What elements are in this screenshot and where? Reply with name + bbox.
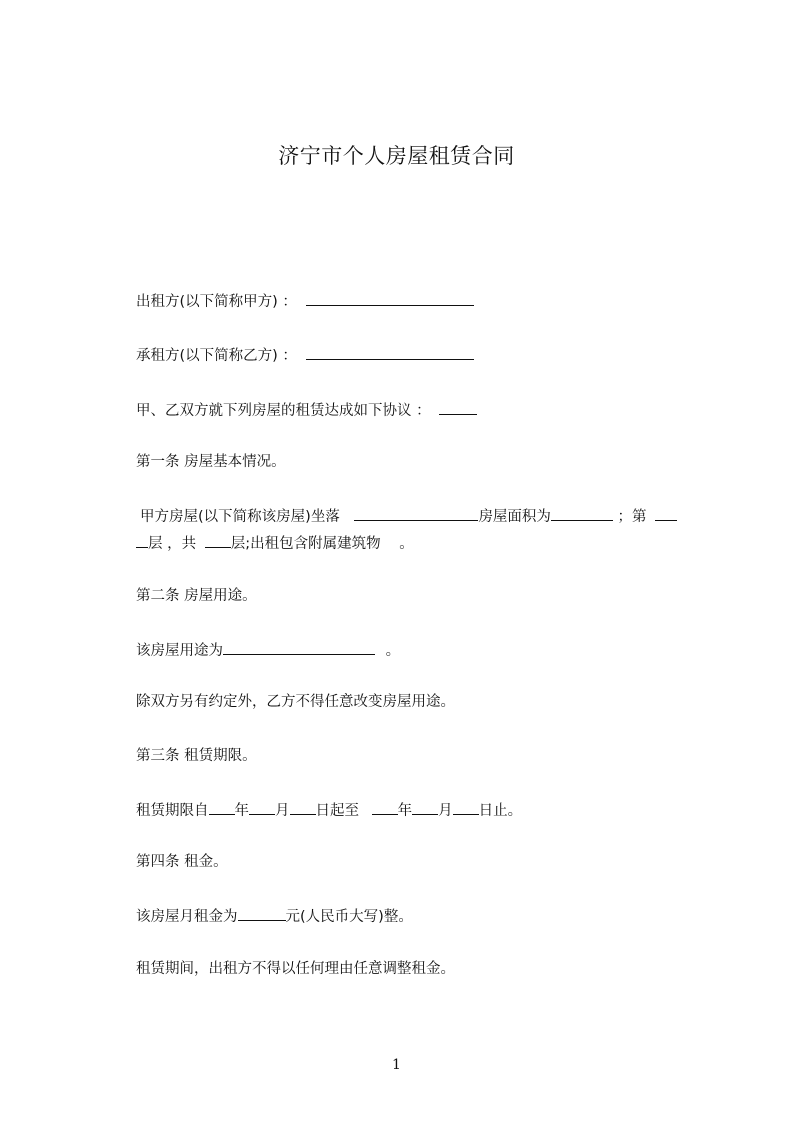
month-label-1: 月	[275, 803, 290, 819]
article-3-term-line	[136, 798, 522, 822]
art1-location-label: 甲方房屋(以下简称该房屋)坐落	[140, 509, 340, 525]
lessee-line	[136, 343, 474, 367]
year-label-2: 年	[397, 803, 413, 819]
total-floors-blank[interactable]	[205, 531, 231, 548]
art1-floor-label: ；第	[617, 509, 647, 525]
term-to-label: 日起至	[315, 803, 359, 819]
article-3-heading: 第三条 租赁期限。	[136, 748, 257, 764]
floor-blank-b[interactable]	[136, 531, 148, 548]
page-number: 1	[392, 1057, 401, 1073]
lessor-label: 出租方(以下简称甲方) ：	[136, 294, 297, 310]
start-month-blank[interactable]	[249, 798, 275, 815]
art1-annex-label: 层;出租包含附属建筑物	[230, 536, 381, 552]
month-label-2: 月	[438, 803, 453, 819]
end-day-blank[interactable]	[453, 798, 479, 815]
use-end: 。	[385, 643, 401, 659]
article-2-heading: 第二条 房屋用途。	[136, 588, 257, 604]
article-2-note: 除双方另有约定外，乙方不得任意改变房屋用途。	[136, 694, 455, 710]
rent-unit-label: 元(人民币大写)整。	[285, 909, 413, 925]
start-year-blank[interactable]	[209, 798, 235, 815]
art1-end: 。	[399, 536, 414, 552]
art1-area-label: 房屋面积为	[478, 509, 551, 525]
article-4-note: 租赁期间，出租方不得以任何理由任意调整租金。	[136, 961, 455, 977]
end-year-blank[interactable]	[372, 798, 398, 815]
article-4-rent-line	[136, 904, 413, 928]
article-1-body-line-2	[136, 531, 414, 555]
article-4-heading: 第四条 租金。	[136, 854, 228, 870]
location-blank[interactable]	[354, 504, 478, 521]
article-1-body-line-1	[140, 504, 677, 528]
start-day-blank[interactable]	[290, 798, 316, 815]
end-month-blank[interactable]	[412, 798, 438, 815]
lessee-blank[interactable]	[306, 343, 474, 360]
term-end-label: 日止。	[478, 803, 523, 819]
rent-label: 该房屋月租金为	[136, 909, 238, 925]
use-blank[interactable]	[223, 638, 375, 655]
agreement-line	[136, 398, 477, 422]
year-label-1: 年	[234, 803, 249, 819]
use-label: 该房屋用途为	[136, 643, 223, 659]
lessee-label: 承租方(以下简称乙方) ：	[136, 348, 297, 364]
area-blank[interactable]	[551, 504, 613, 521]
floor-blank-a[interactable]	[655, 504, 677, 521]
rent-blank[interactable]	[238, 904, 286, 921]
lessor-blank[interactable]	[306, 289, 474, 306]
agreement-text: 甲、乙双方就下列房屋的租赁达成如下协议 ：	[136, 403, 431, 419]
article-2-use-line	[136, 638, 400, 662]
agreement-blank[interactable]	[439, 398, 477, 415]
term-start-label: 租赁期限自	[136, 803, 209, 819]
art1-total-label: 层 ，共	[148, 536, 197, 552]
document-title: 济宁市个人房屋租赁合同	[278, 144, 515, 168]
article-1-heading: 第一条 房屋基本情况。	[136, 454, 286, 470]
lessor-line	[136, 289, 474, 313]
